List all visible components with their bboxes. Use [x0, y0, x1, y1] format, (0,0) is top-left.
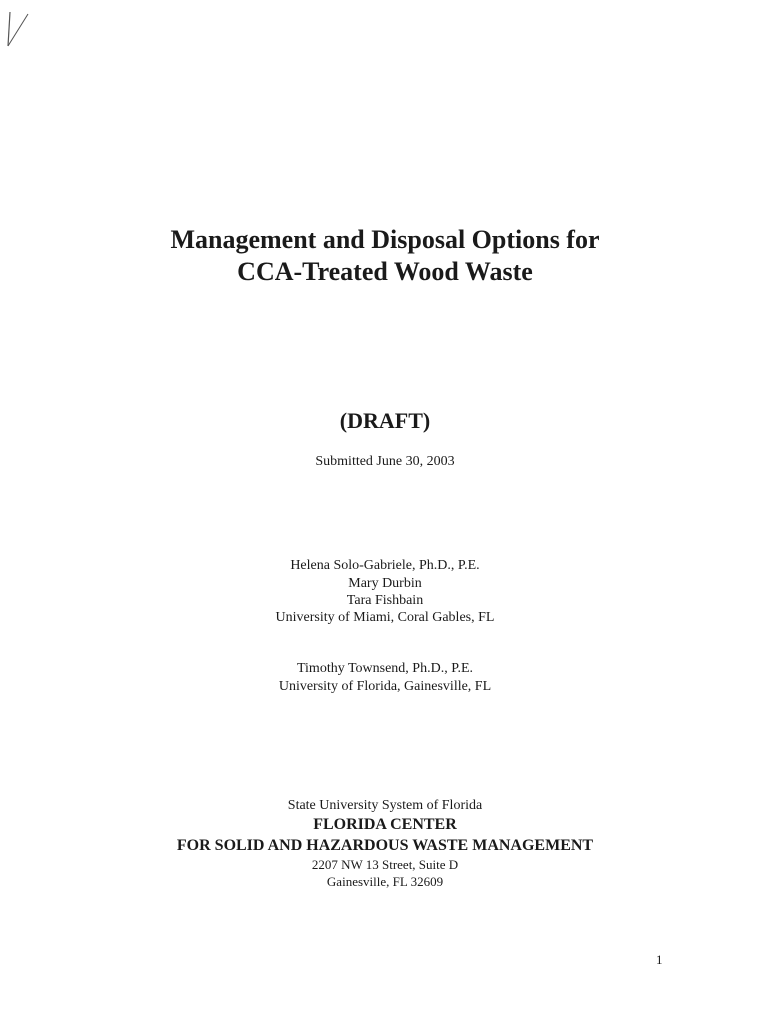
submitted-date: Submitted June 30, 2003 [315, 454, 455, 469]
center-name-line-2: FOR SOLID AND HAZARDOUS WASTE MANAGEMENT [176, 837, 594, 854]
author-name: Tara Fishbain [346, 593, 424, 608]
address-street: 2207 NW 13 Street, Suite D [311, 857, 459, 872]
address-city: Gainesville, FL 32609 [326, 874, 444, 889]
page-number: 1 [656, 952, 663, 967]
author-affiliation: University of Florida, Gainesville, FL [278, 679, 492, 694]
university-system: State University System of Florida [287, 798, 483, 813]
author-name: Helena Solo-Gabriele, Ph.D., P.E. [290, 558, 480, 573]
center-name-line-1: FLORIDA CENTER [313, 816, 457, 833]
scan-pen-mark [6, 10, 36, 50]
title-line-2: CCA-Treated Wood Waste [237, 257, 533, 286]
author-name: Timothy Townsend, Ph.D., P.E. [296, 661, 473, 676]
title-line-1: Management and Disposal Options for [170, 225, 600, 254]
draft-label: (DRAFT) [339, 408, 431, 433]
author-affiliation: University of Miami, Coral Gables, FL [275, 610, 495, 625]
author-name: Mary Durbin [348, 576, 422, 591]
